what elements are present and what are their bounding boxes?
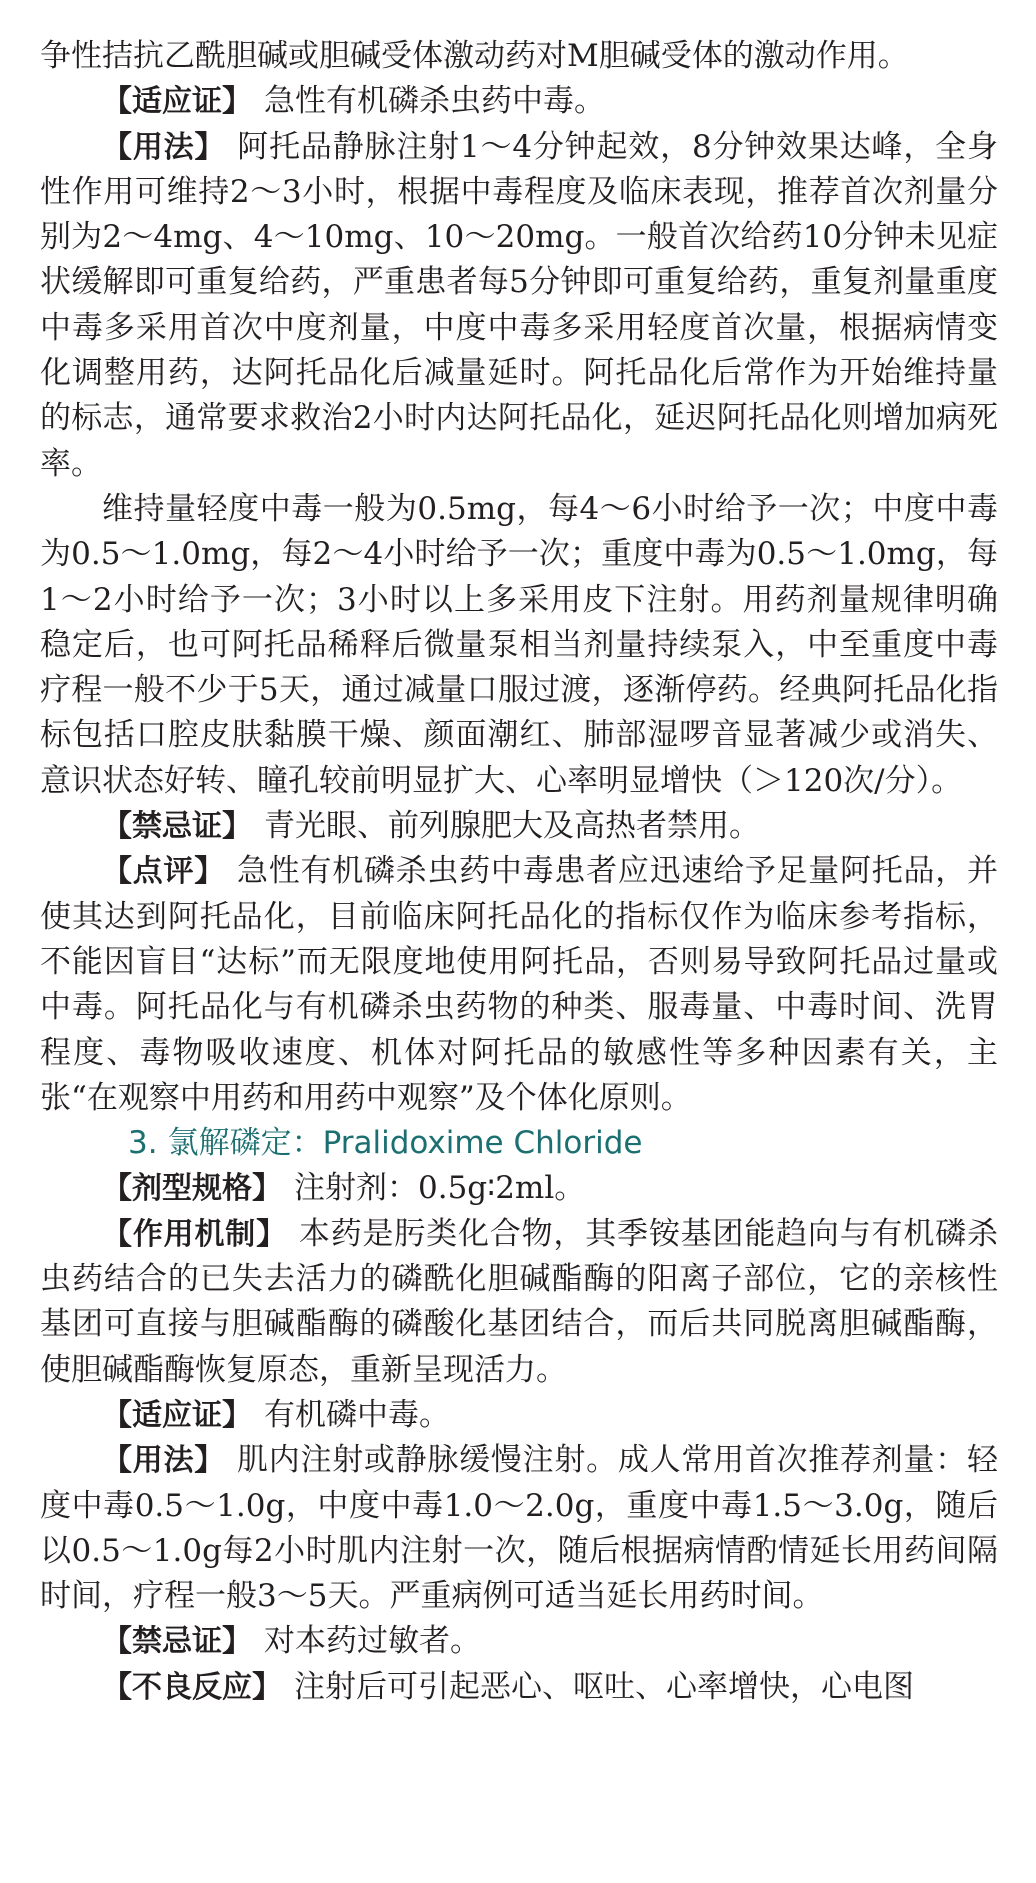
- pralidoxime-usage: [40, 1438, 998, 1619]
- pralidoxime-formulation: [40, 1166, 998, 1211]
- atropine-maintenance: 维持量轻度中毒一般为0.5mg，每4～6小时给予一次；中度中毒为0.5～1.0mg，每2～4小时给予一次；重度中毒为0.5～1.0mg，每1～2小时给予一次；3小时以上多采用皮下注射。用药剂量规律明确稳定后，也可阿托品稀释后微量泵相当剂量持续泵入，中至重度中毒疗程一般不少于5天，通过减量口服过渡，逐渐停药。经典阿托品化指标包括口腔皮肤黏膜干燥、颜面潮红、肺部湿啰音显著减少或消失、意识状态好转、瞳孔较前明显扩大、心率明显增快（＞120次/分）。: [40, 490, 998, 799]
- pralidoxime-adverse: [40, 1665, 998, 1710]
- document-page: [40, 34, 998, 1710]
- section-text: 本药是肟类化合物，其季铵基团能趋向与有机磷杀虫药结合的已失去活力的磷酰化胆碱酯酶的阳离子部位，它的亲核性基团可直接与胆碱酯酶的磷酸化基团结合，而后共同脱离胆碱酯酶，使胆碱酯酶恢复原态，重新呈现活力。: [40, 1215, 998, 1388]
- section-text: 肌内注射或静脉缓慢注射。成人常用首次推荐剂量：轻度中毒0.5～1.0g，中度中毒1.0～2.0g，重度中毒1.5～3.0g，随后以0.5～1.0g每2小时肌内注射一次，随后根据病情酌情延长用药间隔时间，疗程一般3～5天。严重病例可适当延长用药时间。: [40, 1442, 999, 1615]
- atropine-usage: [40, 125, 998, 487]
- section-label: 【禁忌证】: [102, 809, 252, 845]
- section-label: 【用法】: [102, 129, 226, 165]
- section-label: 【用法】: [102, 1443, 225, 1479]
- section-label: 【禁忌证】: [102, 1624, 252, 1660]
- atropine-comment: [40, 849, 998, 1121]
- section-text: 阿托品静脉注射1～4分钟起效，8分钟效果达峰，全身性作用可维持2～3小时，根据中毒程度及临床表现，推荐首次剂量分别为2～4mg、4～10mg、10～20mg。一般首次给药10分钟未见症状缓解即可重复给药，严重患者每5分钟即可重复给药，重复剂量重度中毒多采用首次中度剂量，中度中毒多采用轻度首次量，根据病情变化调整用药，达阿托品化后减量延时。阿托品化后常作为开始维持量的标志，通常要求救治2小时内达阿托品化，延迟阿托品化则增加病死率。: [40, 128, 998, 482]
- intro-line: 争性拮抗乙酰胆碱或胆碱受体激动药对M胆碱受体的激动作用。: [40, 38, 909, 74]
- drug-number: 3.: [128, 1125, 158, 1162]
- section-label: 【适应证】: [102, 1397, 252, 1433]
- section-text: 有机磷中毒。: [264, 1396, 450, 1433]
- atropine-indication: [40, 79, 998, 124]
- section-label: 【作用机制】: [102, 1216, 287, 1252]
- section-text: 对本药过敏者。: [264, 1623, 481, 1660]
- section-label: 【点评】: [102, 854, 225, 890]
- section-text: 急性有机磷杀虫药中毒。: [264, 83, 605, 120]
- section-label: 【剂型规格】: [102, 1171, 282, 1207]
- section-text: 急性有机磷杀虫药中毒患者应迅速给予足量阿托品，并使其达到阿托品化，目前临床阿托品化的指标仅作为临床参考指标，不能因盲目“达标”而无限度地使用阿托品，否则易导致阿托品过量或中毒。阿托品化与有机磷杀虫药物的种类、服毒量、中毒时间、洗胃程度、毒物吸收速度、机体对阿托品的敏感性等多种因素有关，主张“在观察中用药和用药中观察”及个体化原则。: [40, 853, 999, 1116]
- section-text: 注射剂：0.5g∶2ml。: [294, 1170, 586, 1207]
- pralidoxime-mechanism: [40, 1212, 998, 1393]
- section-label: 【不良反应】: [102, 1669, 282, 1705]
- drug-title: 氯解磷定：Pralidoxime Chloride: [167, 1125, 643, 1162]
- atropine-contraindication: [40, 804, 998, 849]
- section-label: 【适应证】: [102, 84, 252, 120]
- pralidoxime-heading: [40, 1121, 998, 1166]
- section-text: 注射后可引起恶心、呕吐、心率增快，心电图: [294, 1668, 914, 1705]
- pralidoxime-contraindication: [40, 1619, 998, 1664]
- section-text: 青光眼、前列腺肥大及高热者禁用。: [264, 808, 760, 845]
- pralidoxime-indication: [40, 1393, 998, 1438]
